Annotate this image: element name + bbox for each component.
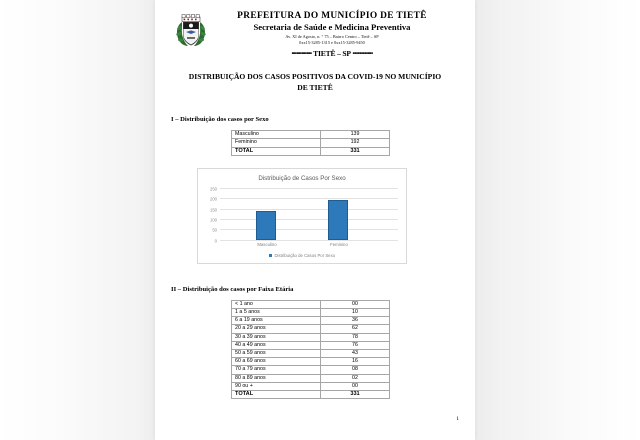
age-total-label: TOTAL: [232, 391, 321, 399]
age-value-2: 36: [321, 317, 390, 325]
coat-of-arms-icon: [171, 11, 211, 56]
chart-title: Distribuição de Casos Por Sexo: [258, 174, 346, 182]
legend-swatch-icon: [269, 254, 272, 257]
age-value-5: 76: [321, 341, 390, 349]
age-label-6: 50 a 59 anos: [232, 350, 321, 358]
section-heading-age: II – Distribuição dos casos por Faixa Etária: [171, 285, 294, 293]
sex-label-feminino: Feminino: [232, 139, 321, 147]
sex-total-value: 331: [321, 147, 390, 155]
city-banner: [211, 49, 453, 58]
table-row: [232, 131, 390, 139]
banner-squares-right: ▪▪▪▪▪▪▪▪▪▪▪▪: [352, 50, 373, 58]
sex-value-feminino: 192: [321, 139, 390, 147]
table-row: [232, 139, 390, 147]
page-number: 1: [456, 416, 459, 422]
letterhead: [171, 0, 459, 58]
bar-feminino: [328, 200, 348, 247]
table-row: [232, 358, 390, 366]
x-label-feminino: Feminino: [330, 241, 348, 247]
page-content: [171, 0, 459, 399]
x-label-masculino: Masculino: [257, 241, 277, 247]
table-row: [232, 366, 390, 374]
age-label-3: 20 a 29 anos: [232, 325, 321, 333]
age-label-9: 80 a 89 anos: [232, 374, 321, 382]
table-row-total: [232, 147, 390, 155]
chart-legend: [198, 253, 406, 258]
y-tick-150: 150: [210, 207, 217, 213]
age-value-9: 02: [321, 374, 390, 382]
document-page: [155, 0, 475, 440]
age-value-6: 43: [321, 350, 390, 358]
age-value-3: 62: [321, 325, 390, 333]
gridline: [212, 227, 398, 233]
org-address-line1: Av. XI de Agosto, n. ° 75 – Bairro Centro – Tietê – SP: [285, 33, 379, 39]
gridline: [210, 196, 398, 202]
letterhead-text: [211, 11, 459, 58]
sex-table-container: [171, 130, 459, 156]
age-label-5: 40 a 49 anos: [232, 341, 321, 349]
sex-value-masculino: 139: [321, 131, 390, 139]
sex-distribution-table: [231, 130, 390, 156]
bar-masculino: [256, 211, 277, 247]
gridline: [210, 207, 398, 213]
banner-squares-left: ▪▪▪▪▪▪▪▪▪▪▪▪: [291, 50, 312, 58]
table-row: [232, 374, 390, 382]
table-row: [232, 333, 390, 341]
y-tick-50: 50: [212, 227, 217, 233]
age-label-1: 1 a 5 anos: [232, 309, 321, 317]
sex-label-masculino: Masculino: [232, 131, 321, 139]
gridline: [210, 217, 398, 223]
sex-distribution-chart: [197, 168, 407, 264]
age-distribution-table: [231, 300, 390, 399]
age-label-2: 6 a 19 anos: [232, 317, 321, 325]
legend-label: Distribuição de Casos Por Sexo: [274, 252, 336, 258]
age-value-8: 08: [321, 366, 390, 374]
age-value-1: 10: [321, 309, 390, 317]
age-label-4: 30 a 39 anos: [232, 333, 321, 341]
gridline: [210, 186, 398, 192]
sex-total-label: TOTAL: [232, 147, 321, 155]
y-tick-200: 200: [210, 196, 217, 202]
table-row: [232, 341, 390, 349]
section-heading-sex: I – Distribuição dos casos por Sexo: [171, 116, 269, 124]
age-label-0: < 1 ano: [232, 300, 321, 308]
table-row: [232, 382, 390, 390]
age-value-7: 16: [321, 358, 390, 366]
age-value-4: 78: [321, 333, 390, 341]
y-tick-0: 0: [214, 238, 217, 244]
document-title: DISTRIBUIÇÃO DOS CASOS POSITIVOS DA COVID-19 NO MUNICÍPIO DE TIETÊ: [188, 72, 442, 93]
y-tick-250: 250: [210, 186, 217, 192]
chart-plot-area: [210, 186, 398, 247]
table-row: [232, 309, 390, 317]
age-label-10: 90 ou +: [232, 382, 321, 390]
table-row-total: [232, 391, 390, 399]
age-label-8: 70 a 79 anos: [232, 366, 321, 374]
age-value-10: 00: [321, 382, 390, 390]
org-name-line2: Secretaria de Saúde e Medicina Preventiva: [253, 22, 411, 33]
table-row: [232, 350, 390, 358]
table-row: [232, 300, 390, 308]
org-name-line1: PREFEITURA DO MUNICÍPIO DE TIETÊ: [237, 11, 427, 21]
org-phone-line: 0xx15-3285-1315 e 0xx15-3285-9450: [299, 40, 365, 46]
banner-city-text: TIETÊ – SP: [313, 49, 351, 59]
age-table-container: [171, 300, 459, 399]
age-value-0: 00: [321, 300, 390, 308]
table-row: [232, 317, 390, 325]
age-total-value: 331: [321, 391, 390, 399]
table-row: [232, 325, 390, 333]
coat-of-arms-svg: [174, 13, 208, 51]
y-tick-100: 100: [210, 217, 217, 223]
age-label-7: 60 a 69 anos: [232, 358, 321, 366]
